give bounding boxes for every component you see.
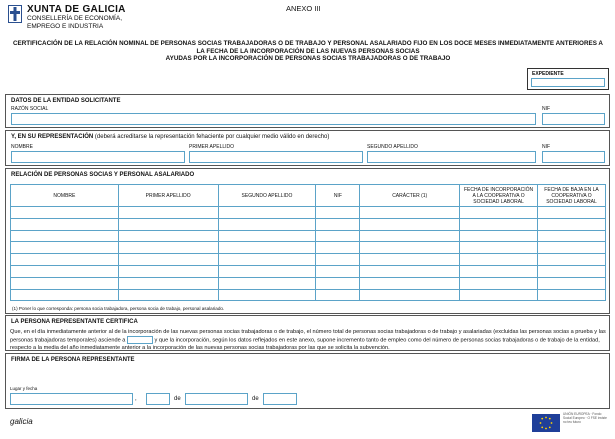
column-header: PRIMER APELLIDO [118,185,218,207]
column-header: NIF [316,185,360,207]
eu-footer-text: UNIÓN EUROPEA · Fondo Social Europeo · O FSE inviste no teu futuro [563,412,607,424]
table-cell-input[interactable] [11,242,119,254]
table-cell-input[interactable] [460,218,538,230]
table-cell-input[interactable] [218,265,316,277]
table-cell-input[interactable] [460,289,538,301]
galicia-footer-logo: galicia [10,417,33,426]
table-header-row [11,185,606,207]
expediente-box [527,68,609,90]
section-title: FIRMA DE LA PERSONA REPRESENTANTE [11,357,135,363]
table-row [11,242,606,254]
table-cell-input[interactable] [118,242,218,254]
table-row [11,207,606,219]
table-cell-input[interactable] [460,265,538,277]
total-personas-field[interactable] [127,336,153,344]
table-cell-input[interactable] [316,218,360,230]
table-cell-input[interactable] [218,207,316,219]
table-cell-input[interactable] [538,289,606,301]
nombre-label: NOMBRE [11,144,33,150]
table-cell-input[interactable] [360,289,460,301]
eu-flag-icon [532,414,560,432]
table-cell-input[interactable] [360,218,460,230]
segundo-apellido-label: SEGUNDO APELLIDO [367,144,418,150]
column-header: SEGUNDO APELLIDO [218,185,316,207]
de-separator-2: de [252,396,259,402]
table-cell-input[interactable] [316,254,360,266]
nombre-field[interactable] [11,151,185,163]
segundo-apellido-field[interactable] [367,151,536,163]
table-cell-input[interactable] [218,230,316,242]
table-cell-input[interactable] [218,289,316,301]
nif-field[interactable] [542,113,605,125]
table-cell-input[interactable] [538,242,606,254]
table-cell-input[interactable] [538,207,606,219]
table-cell-input[interactable] [360,254,460,266]
table-cell-input[interactable] [218,277,316,289]
logo-title: XUNTA DE GALICIA [27,4,126,15]
table-cell-input[interactable] [118,218,218,230]
column-header: NOMBRE [11,185,119,207]
table-row [11,289,606,301]
table-cell-input[interactable] [316,289,360,301]
table-cell-input[interactable] [218,242,316,254]
table-cell-input[interactable] [460,230,538,242]
razon-social-label: RAZÓN SOCIAL [11,106,49,112]
column-header: FECHA DE INCORPORACIÓN A LA COOPERATIVA O SOCIEDAD LABORAL [460,185,538,207]
entidad-section [5,94,610,128]
table-cell-input[interactable] [360,230,460,242]
table-cell-input[interactable] [316,242,360,254]
section-title: Y, EN SU REPRESENTACIÓN (deberá acreditarse la representación fehaciente por cualquier medio válido en derecho) [11,134,330,140]
nif-label: NIF [542,106,551,112]
table-cell-input[interactable] [218,218,316,230]
table-cell-input[interactable] [11,230,119,242]
primer-apellido-label: PRIMER APELLIDO [189,144,235,150]
table-row [11,218,606,230]
caracter-footnote: (1) Poner lo que corresponda: persona socia trabajadora, persona socia de trabajo, personal asalariado. [12,306,225,311]
column-header: CARÁCTER (1) [360,185,460,207]
table-cell-input[interactable] [118,289,218,301]
primer-apellido-field[interactable] [189,151,363,163]
comma-separator: , [135,396,137,402]
rep-nif-label: NIF [542,144,551,150]
table-cell-input[interactable] [538,277,606,289]
table-cell-input[interactable] [360,242,460,254]
table-cell-input[interactable] [460,277,538,289]
table-cell-input[interactable] [460,207,538,219]
lugar-field[interactable] [10,393,133,405]
table-cell-input[interactable] [118,277,218,289]
table-cell-input[interactable] [538,254,606,266]
table-cell-input[interactable] [316,207,360,219]
rep-nif-field[interactable] [542,151,605,163]
table-cell-input[interactable] [538,218,606,230]
representacion-section [5,130,610,166]
table-cell-input[interactable] [316,230,360,242]
anexo-label: ANEXO III [286,4,321,13]
firma-section [5,353,610,409]
table-cell-input[interactable] [538,230,606,242]
table-cell-input[interactable] [11,218,119,230]
month-field[interactable] [185,393,248,405]
section-title: DATOS DE LA ENTIDAD SOLICITANTE [11,98,121,104]
table-cell-input[interactable] [11,207,119,219]
expediente-field[interactable] [531,78,605,87]
table-cell-input[interactable] [118,265,218,277]
relacion-table [10,184,606,301]
expediente-label: EXPEDIENTE [532,71,564,77]
de-separator-1: de [174,396,181,402]
year-field[interactable] [263,393,297,405]
table-cell-input[interactable] [11,289,119,301]
table-row [11,265,606,277]
page-title: CERTIFICACIÓN DE LA RELACIÓN NOMINAL DE PERSONAS SOCIAS TRABAJADORAS O DE TRABAJO Y PERSONAL ASALARIADO FIJO EN LOS DOCE MESES INMEDIATAMENTE ANTERIORES A LA FECHA DE LA INCORPORACIÓN DE LAS NUEVAS PERSONAS SOCIAS AYUDAS POR LA INCORPORACIÓN DE PERSONAS SOCIAS TRABAJADORAS O DE TRABAJO [13,40,603,63]
table-cell-input[interactable] [118,207,218,219]
table-cell-input[interactable] [316,277,360,289]
table-cell-input[interactable] [316,265,360,277]
xunta-shield-icon [8,5,22,23]
table-row [11,277,606,289]
section-title: LA PERSONA REPRESENTANTE CERTIFICA [11,319,138,325]
razon-social-field[interactable] [11,113,536,125]
logo-subtitle: CONSELLERÍA DE ECONOMÍA, EMPREGO E INDUSTRIA [27,15,122,30]
table-cell-input[interactable] [11,265,119,277]
day-field[interactable] [146,393,170,405]
table-cell-input[interactable] [11,277,119,289]
table-cell-input[interactable] [118,230,218,242]
table-cell-input[interactable] [11,254,119,266]
table-cell-input[interactable] [460,242,538,254]
table-cell-input[interactable] [360,207,460,219]
column-header: FECHA DE BAJA EN LA COOPERATIVA O SOCIEDAD LABORAL [538,185,606,207]
table-cell-input[interactable] [460,254,538,266]
table-cell-input[interactable] [360,265,460,277]
lugar-fecha-label: Lugar y fecha [10,386,38,391]
table-cell-input[interactable] [360,277,460,289]
table-cell-input[interactable] [118,254,218,266]
table-cell-input[interactable] [218,254,316,266]
section-title: RELACIÓN DE PERSONAS SOCIAS Y PERSONAL ASALARIADO [11,172,195,178]
table-row [11,230,606,242]
table-cell-input[interactable] [538,265,606,277]
table-row [11,254,606,266]
certifica-text: Que, en el día inmediatamente anterior al de la incorporación de las nuevas personas socias trabajadoras o de trabajo, el número total de personas socias trabajadoras o de trabajo y asalariadas (excluidas las personas socias a prueba y las personas trabajadoras temporales) asciende a y que la incorporación, según los datos reflejados en este anexo, supone incremento tanto de empleo como del número de personas socias trabajadoras o de trabajo de la entidad, respecto a la media del año inmediatamente anterior a la incorporación de las nuevas personas socias trabajadoras por las que se solicita la subvención. [10,329,606,352]
